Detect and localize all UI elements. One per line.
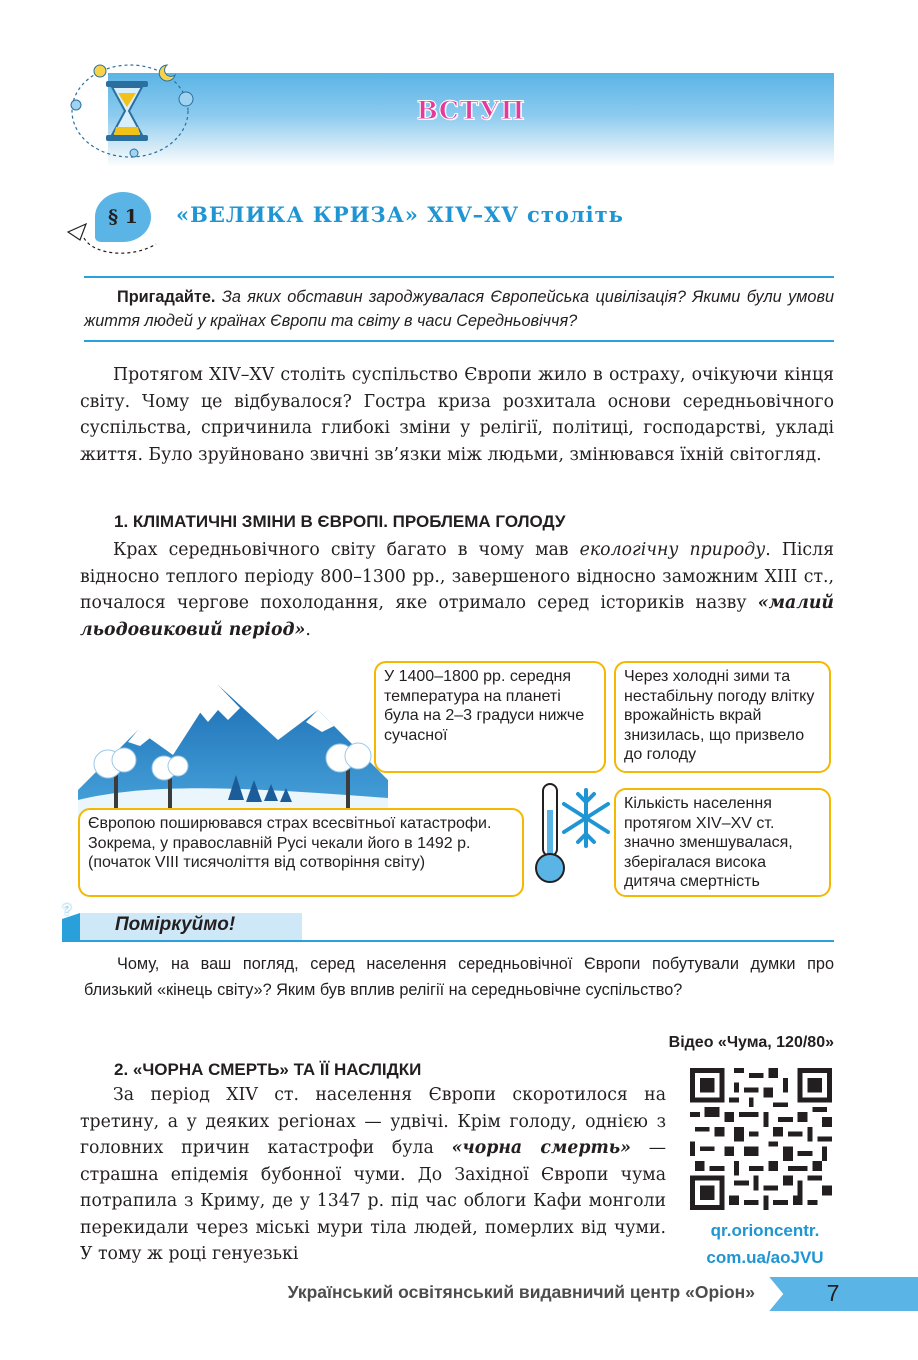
recall-label: Пригадайте.	[117, 288, 216, 306]
intro-paragraph: Протягом XIV–XV століть суспільство Європи жило в остраху, очікуючи кінця світу. Чому це відбувалося? Гостра криза розхитала основи середньовічного суспільства, спричинила глибокі зміни у релігії, політиці, господарстві, укладі життя. Було зруйновано звичні зв’язки між людьми, змінювався їхній світогляд.	[80, 365, 834, 465]
info-box-population: Кількість населення протягом XIV–XV ст. значно зменшувалася, зберігалася висока дитяча смертність	[614, 788, 831, 897]
recall-top-rule	[84, 276, 834, 278]
question-mark-icon: ?	[62, 902, 72, 919]
chapter-title: ВСТУП	[416, 96, 526, 125]
info-box-harvest: Через холодні зими та нестабільну погоду влітку врожайність вкрай знизилась, що призвело до голоду	[614, 661, 831, 773]
section-1-italic: екологічну природу	[579, 540, 766, 560]
page-number: 7	[826, 1280, 840, 1306]
section-2-term: «чорна смерть»	[451, 1138, 631, 1158]
think-question: Чому, на ваш погляд, серед населення середньовічної Європи побутували думки про близький «кінець світу»? Яким був вплив релігії на середньовічне суспільство?	[84, 955, 834, 999]
recall-block	[84, 285, 834, 333]
qr-link-line-1: qr.orioncentr.	[710, 1221, 820, 1240]
section-2-text: За період XIV ст. населення Європи скоротилося на третину, а у деяких регіонах — удвічі. Крім голоду, однією з головних причин катастрофи була «чорна смерть» — страшна епідемія бубонної чуми. До Західної Європи чума потрапила з Криму, де у 1347 р. під час облоги Кафи монголи перекидали через міські мури тіла людей, померлих від чуми. У тому ж році генуезькі	[80, 1085, 666, 1264]
info-box-temperature: У 1400–1800 рр. середня температура на планеті була на 2–3 градуси нижче сучасної	[374, 661, 606, 773]
info-box-fear: Європою поширювався страх всесвітньої катастрофи. Зокрема, у православній Русі чекали його в 1492 р. (початок VIII тисячоліття від сотворіння світу)	[78, 808, 524, 897]
qr-link[interactable]	[680, 1217, 850, 1271]
snowy-mountains-illustration	[78, 680, 388, 820]
video-label: Відео «Чума, 120/80»	[668, 1034, 834, 1051]
recall-text: За яких обставин зароджувалася Європейська цивілізація? Якими були умови життя людей у країнах Європи та світу в часи Середньовіччя?	[84, 288, 834, 330]
section-1-heading: 1. КЛІМАТИЧНІ ЗМІНИ В ЄВРОПІ. ПРОБЛЕМА ГОЛОДУ	[114, 512, 566, 531]
section-1-term: «малий льодовиковий період»	[80, 593, 834, 640]
qr-code-icon[interactable]	[690, 1068, 832, 1210]
section-2-heading: 2. «ЧОРНА СМЕРТЬ» ТА ЇЇ НАСЛІДКИ	[114, 1060, 422, 1079]
qr-link-line-2: com.ua/aoJVU	[706, 1248, 824, 1267]
paragraph-title: «ВЕЛИКА КРИЗА» XIV–XV століть	[176, 202, 624, 227]
paragraph-number-badge: § 1	[95, 192, 151, 242]
publisher-footer: Український освітянський видавничий центр «Оріон»	[287, 1282, 755, 1302]
thermometer-snowflake-icon	[530, 780, 610, 890]
recall-bottom-rule	[84, 340, 834, 342]
think-label: Поміркуймо!	[115, 914, 236, 935]
section-1-text: Крах середньовічного світу багато в чому мав екологічну природу. Після відносно теплого періоду 800–1300 рр., завершеного відносно заможним XIII ст., почалося чергове похолодання, яке отримало серед істориків назву «малий льодовиковий період».	[80, 540, 834, 640]
